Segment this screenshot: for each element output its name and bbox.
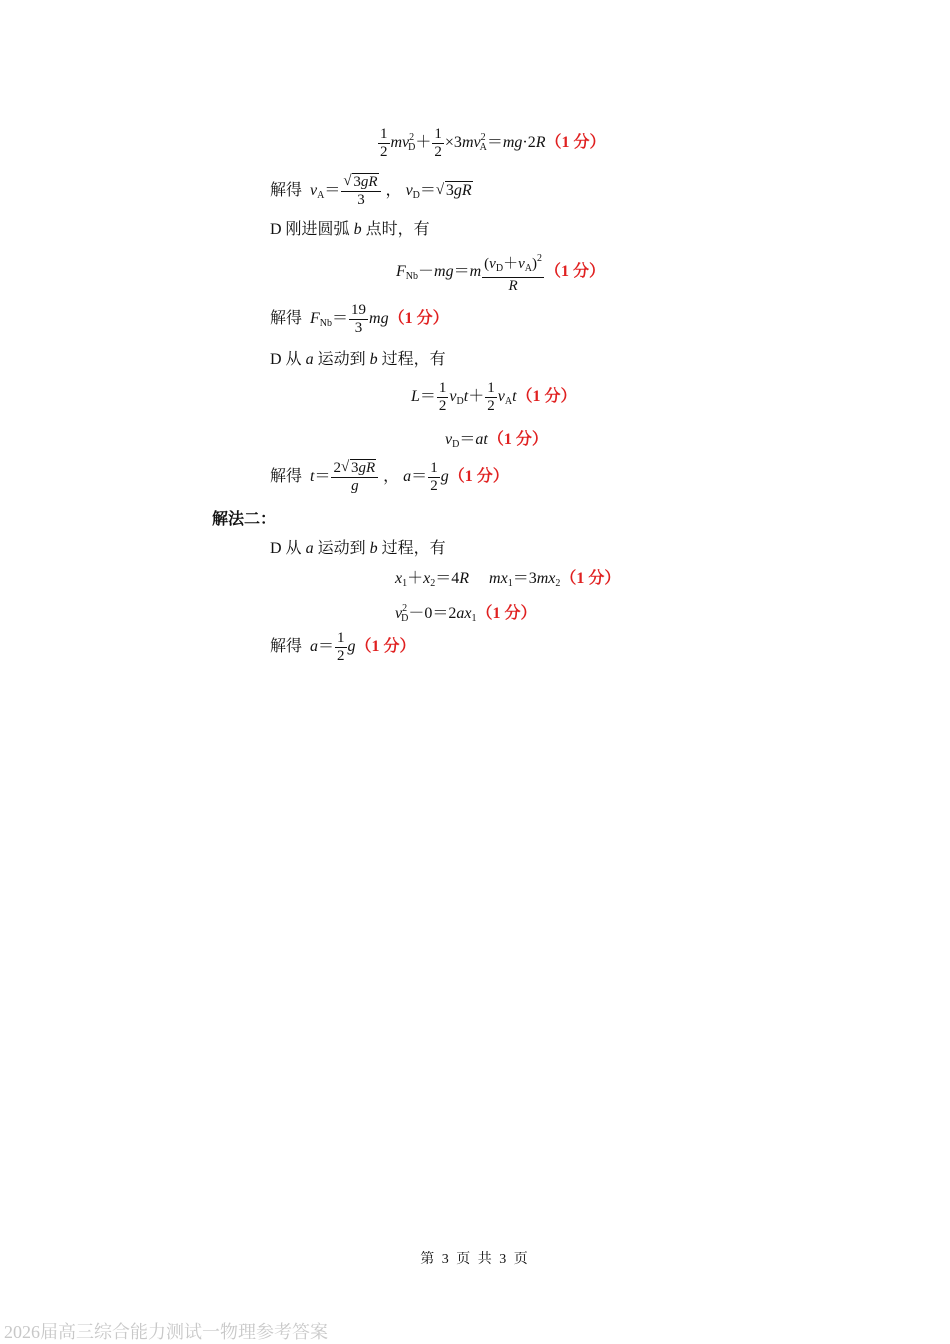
text-d-move-a-b-2: D 从 a 运动到 b 过程，有 <box>270 540 446 557</box>
solution-time-acceleration: 解得 t＝ $\frac{2√ 3gR}{g}$ ， a＝ $\frac{1}{2}$ g（1 分） <box>270 460 509 495</box>
solution-velocities: 解得 $v_A=$ √ $\frac{3gR}{3}$ ， $v_D=√$ 3gR <box>270 174 473 209</box>
equation-kinematics: $v^2_D-0=2ax_1(1$ 分） <box>395 603 537 624</box>
equation-normal-force: $F_{Nb}-mg=m$ $\frac{(v_D+v_A)^2}{R}$ （1 分） <box>396 250 605 295</box>
solve-label: 解得 <box>270 182 303 200</box>
watermark: 2026届高三综合能力测试一物理参考答案 <box>4 1322 328 1342</box>
score-label: （1 分） <box>545 134 606 152</box>
solution-acceleration: 解得 a＝ $\frac{1}{2}$ g（1 分） <box>270 630 416 664</box>
method-two-title: 解法二： <box>212 511 277 528</box>
equation-displacements: $x_1+x_2=4R$ $mx_1=3mx_2(1$ 分） <box>395 570 621 589</box>
equation-energy: $\frac{1}{2}$ $mv^2_D+$ $\frac{1}{2}$ $\times 3mv^2_A=mg\cdot 2R(1$ 分） <box>380 126 606 160</box>
equation-length: L＝ $\frac{1}{2}$ $v_Dt+$ $\frac{1}{2}$ $v_At(1$ 分） <box>411 380 577 414</box>
solution-normal-force: 解得 $F_{Nb}=$ $\frac{19}{3}$ mg（1 分） <box>270 302 449 336</box>
equation-vd-at: $v_D=at(1$ 分） <box>445 431 548 450</box>
page-number: 第 3 页 共 3 页 <box>420 1252 530 1267</box>
text-d-move-a-b: D 从 a 运动到 b 过程，有 <box>270 351 446 368</box>
text-d-enter-arc: D 刚进圆弧 b 点时，有 <box>270 221 430 238</box>
